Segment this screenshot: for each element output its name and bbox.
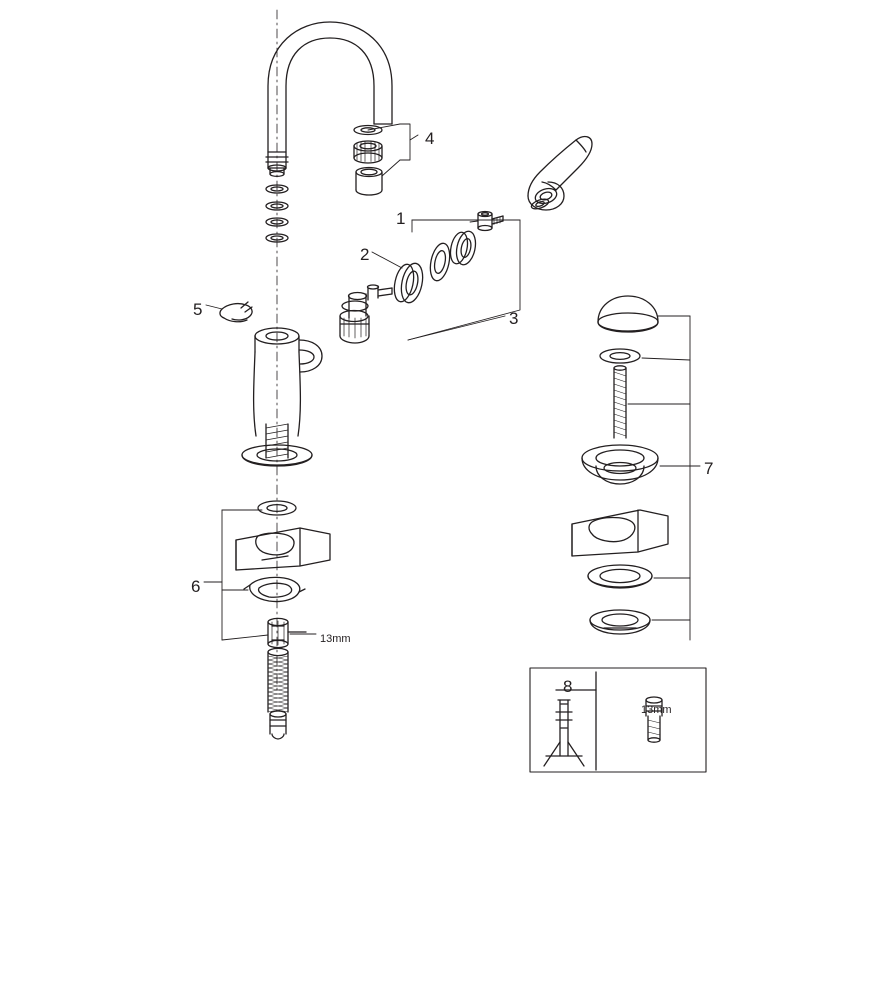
callout-label-7: 7 (704, 459, 714, 478)
item-8-box (530, 668, 706, 772)
callout-label-3: 3 (509, 309, 519, 328)
tap-body (242, 328, 322, 466)
cartridge (340, 285, 392, 343)
mounting-kit (236, 501, 330, 648)
callout-label-8: 8 (563, 677, 573, 696)
callout-label-2: 2 (360, 245, 370, 264)
popup-waste-assembly (572, 296, 668, 634)
box-tool (544, 700, 584, 766)
grub-screw (478, 212, 503, 231)
callout-label-1: 1 (396, 209, 406, 228)
washer-ring-set (391, 230, 478, 305)
dimension-label-hose-thread: 13mm (320, 633, 351, 645)
service-key (220, 302, 252, 322)
lever-handle (528, 137, 592, 210)
flexible-hose (268, 648, 288, 739)
callout-label-5: 5 (193, 300, 203, 319)
index-cap (530, 197, 550, 211)
callout-label-4: 4 (425, 129, 435, 148)
callout-label-6: 6 (191, 577, 201, 596)
aerator-group (354, 126, 382, 196)
dimension-label-box-adapter: 13mm (641, 704, 672, 716)
